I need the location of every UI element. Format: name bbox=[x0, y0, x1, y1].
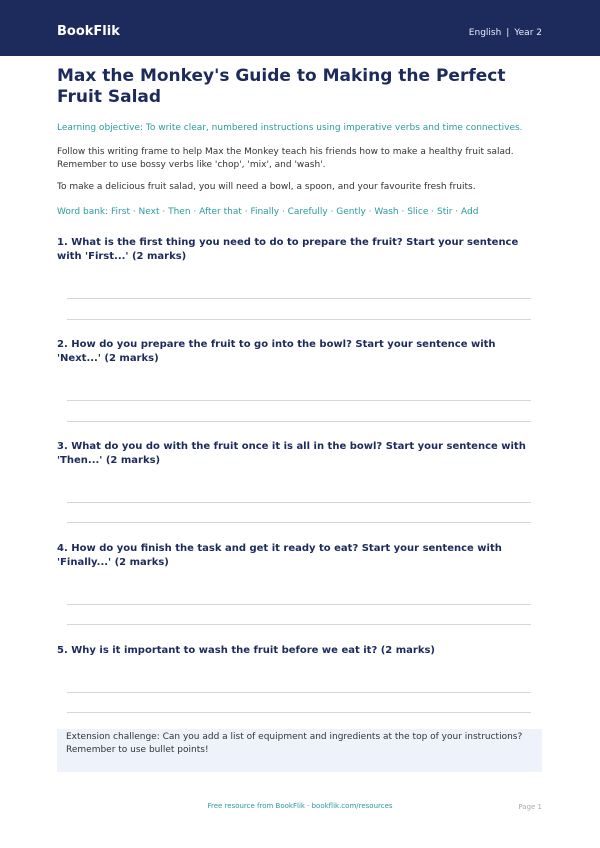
question-5: 5. Why is it important to wash the fruit before we eat it? (2 marks) bbox=[57, 645, 436, 656]
page-header bbox=[0, 0, 600, 56]
learning-objective: Learning objective: To write clear, numbered instructions using imperative verbs and time connectives. bbox=[57, 123, 523, 133]
intro-text: Follow this writing frame to help Max the Monkey teach his friends how to make a healthy fruit salad. Remember to use bossy verbs like 'chop', 'mix', and 'wash'. bbox=[57, 147, 514, 170]
answer-line[interactable] bbox=[67, 522, 531, 523]
answer-line[interactable] bbox=[67, 319, 531, 320]
extension-text: Extension challenge: Can you add a list of equipment and ingredients at the top of your instructions? Remember to use bullet points! bbox=[66, 732, 523, 755]
worksheet-title: Max the Monkey's Guide to Making the Perfect Fruit Salad bbox=[57, 66, 506, 107]
meta-separator: | bbox=[506, 28, 510, 38]
footer-text: Free resource from BookFlik · bookflik.com/resources bbox=[207, 802, 393, 810]
answer-line[interactable] bbox=[67, 502, 531, 503]
question-1: 1. What is the first thing you need to do to prepare the fruit? Start your sentence with 'First...' (2 marks) bbox=[57, 237, 519, 262]
extension-challenge bbox=[57, 729, 542, 772]
subject-label: English bbox=[468, 28, 502, 38]
answer-line[interactable] bbox=[67, 604, 531, 605]
subject-year-label bbox=[469, 28, 542, 38]
question-4: 4. How do you finish the task and get it ready to eat? Start your sentence with 'Finally...' (2 marks) bbox=[57, 543, 502, 568]
question-3: 3. What do you do with the fruit once it is all in the bowl? Start your sentence with 'Then...' (2 marks) bbox=[57, 441, 526, 466]
answer-line[interactable] bbox=[67, 400, 531, 401]
year-label: Year 2 bbox=[514, 28, 542, 38]
brand-logo: BookFlik bbox=[57, 24, 120, 39]
equipment-text: To make a delicious fruit salad, you will need a bowl, a spoon, and your favourite fresh fruits. bbox=[57, 182, 476, 192]
answer-line[interactable] bbox=[67, 624, 531, 625]
answer-line[interactable] bbox=[67, 421, 531, 422]
answer-line[interactable] bbox=[67, 712, 531, 713]
question-2: 2. How do you prepare the fruit to go into the bowl? Start your sentence with 'Next...' (2 marks) bbox=[57, 339, 496, 364]
answer-line[interactable] bbox=[67, 692, 531, 693]
page-number: Page 1 bbox=[518, 803, 542, 811]
answer-line[interactable] bbox=[67, 298, 531, 299]
word-bank: Word bank: First · Next · Then · After that · Finally · Carefully · Gently · Wash · Slice · Stir · Add bbox=[57, 207, 479, 217]
